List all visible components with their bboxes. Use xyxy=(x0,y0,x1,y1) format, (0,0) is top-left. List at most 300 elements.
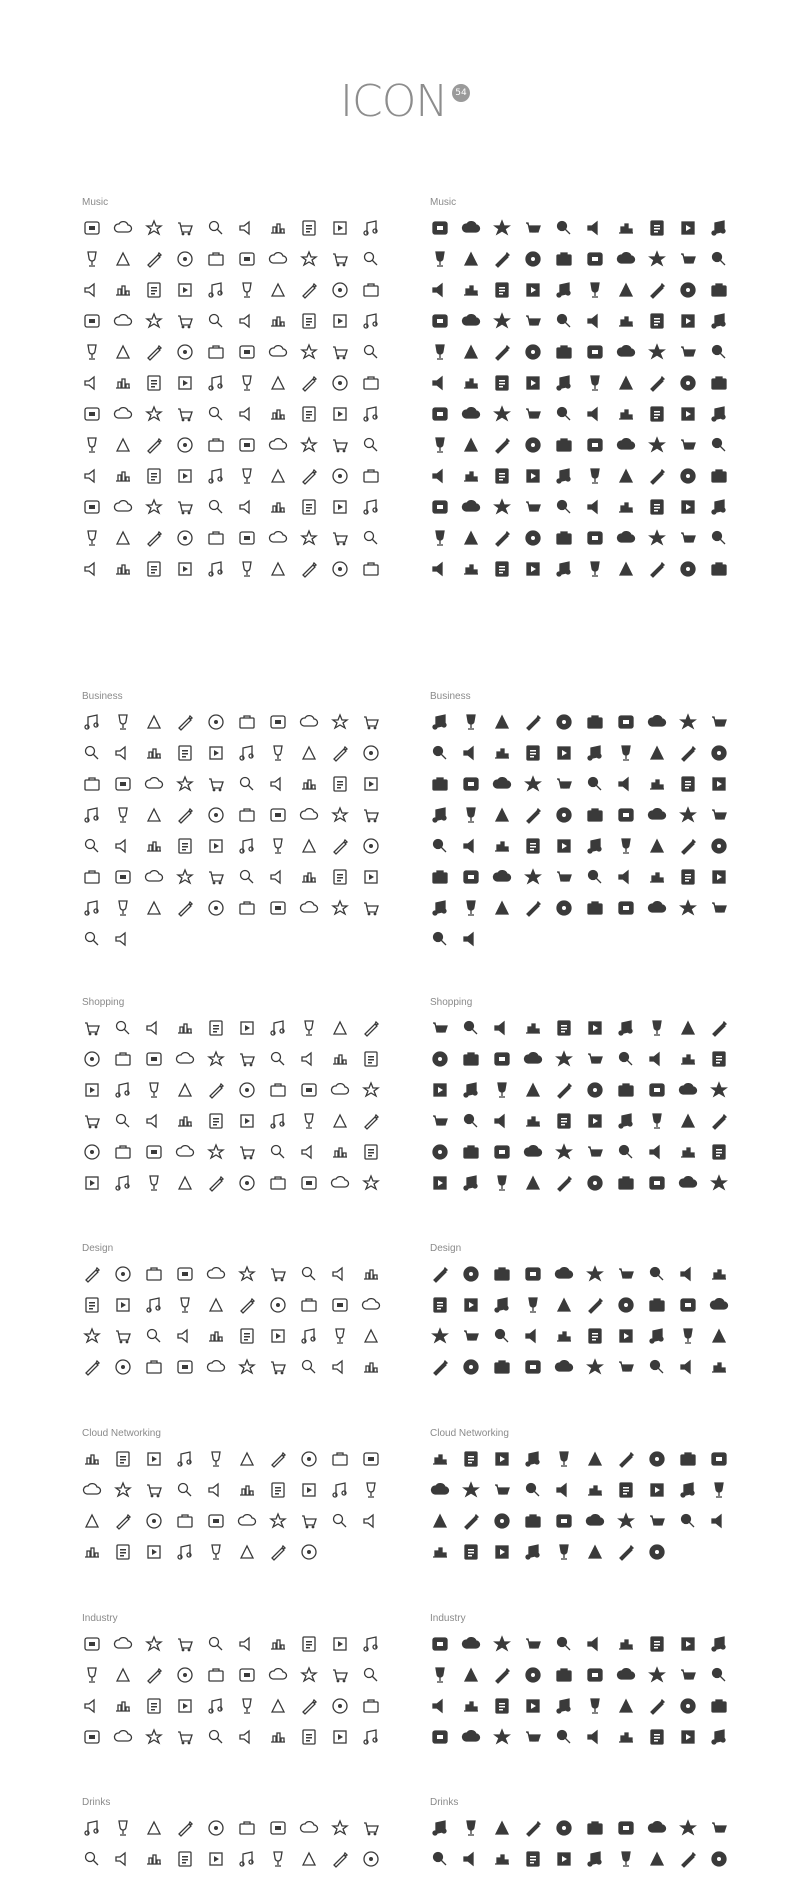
glyph-icon xyxy=(268,1018,288,1038)
glyph-icon xyxy=(554,342,574,362)
glyph-icon xyxy=(113,342,133,362)
glyph-icon xyxy=(113,1080,133,1100)
glyph-icon xyxy=(82,1727,102,1747)
glyph-icon xyxy=(647,1111,667,1131)
glyph-icon xyxy=(616,898,636,918)
glyph-icon xyxy=(113,1511,133,1531)
glyph-icon xyxy=(113,1142,133,1162)
glyph-icon xyxy=(616,528,636,548)
glyph-icon xyxy=(330,1264,350,1284)
glyph-icon xyxy=(678,435,698,455)
glyph-icon xyxy=(237,1018,257,1038)
glyph-icon xyxy=(113,373,133,393)
glyph-icon xyxy=(523,466,543,486)
glyph-icon xyxy=(554,867,574,887)
glyph-icon xyxy=(82,1080,102,1100)
icon-grid xyxy=(82,1018,402,1193)
glyph-icon xyxy=(616,1818,636,1838)
glyph-icon xyxy=(678,1727,698,1747)
glyph-icon xyxy=(361,1111,381,1131)
glyph-icon xyxy=(554,1480,574,1500)
glyph-icon xyxy=(554,1295,574,1315)
glyph-icon xyxy=(430,497,450,517)
glyph-icon xyxy=(709,743,729,763)
section-industry-solid xyxy=(430,1612,750,1747)
glyph-icon xyxy=(144,435,164,455)
glyph-icon xyxy=(647,1665,667,1685)
glyph-icon xyxy=(113,836,133,856)
glyph-icon xyxy=(709,712,729,732)
glyph-icon xyxy=(430,559,450,579)
icon-grid xyxy=(82,1449,402,1562)
glyph-icon xyxy=(330,1480,350,1500)
glyph-icon xyxy=(237,1264,257,1284)
glyph-icon xyxy=(585,1634,605,1654)
glyph-icon xyxy=(647,1634,667,1654)
glyph-icon xyxy=(206,1357,226,1377)
glyph-icon xyxy=(461,1696,481,1716)
glyph-icon xyxy=(268,342,288,362)
glyph-icon xyxy=(206,836,226,856)
glyph-icon xyxy=(647,1326,667,1346)
glyph-icon xyxy=(430,1818,450,1838)
glyph-icon xyxy=(175,1511,195,1531)
glyph-icon xyxy=(585,249,605,269)
glyph-icon xyxy=(144,1295,164,1315)
glyph-icon xyxy=(330,836,350,856)
glyph-icon xyxy=(330,373,350,393)
glyph-icon xyxy=(113,1049,133,1069)
glyph-icon xyxy=(361,497,381,517)
glyph-icon xyxy=(144,1665,164,1685)
glyph-icon xyxy=(523,805,543,825)
glyph-icon xyxy=(585,559,605,579)
glyph-icon xyxy=(82,712,102,732)
glyph-icon xyxy=(113,774,133,794)
glyph-icon xyxy=(616,712,636,732)
section-cloud-networking-solid xyxy=(430,1427,750,1562)
glyph-icon xyxy=(554,836,574,856)
glyph-icon xyxy=(82,1326,102,1346)
glyph-icon xyxy=(175,559,195,579)
glyph-icon xyxy=(492,1018,512,1038)
glyph-icon xyxy=(492,1696,512,1716)
glyph-icon xyxy=(647,1818,667,1838)
glyph-icon xyxy=(647,805,667,825)
glyph-icon xyxy=(361,836,381,856)
glyph-icon xyxy=(430,929,450,949)
glyph-icon xyxy=(554,1542,574,1562)
glyph-icon xyxy=(175,1696,195,1716)
glyph-icon xyxy=(523,1542,543,1562)
glyph-icon xyxy=(616,342,636,362)
glyph-icon xyxy=(206,1542,226,1562)
icon-grid xyxy=(430,712,750,949)
glyph-icon xyxy=(175,1357,195,1377)
glyph-icon xyxy=(330,528,350,548)
glyph-icon xyxy=(492,528,512,548)
glyph-icon xyxy=(175,1018,195,1038)
glyph-icon xyxy=(461,1049,481,1069)
glyph-icon xyxy=(430,528,450,548)
glyph-icon xyxy=(237,743,257,763)
glyph-icon xyxy=(461,1295,481,1315)
glyph-icon xyxy=(330,342,350,362)
glyph-icon xyxy=(616,774,636,794)
glyph-icon xyxy=(330,1295,350,1315)
glyph-icon xyxy=(299,559,319,579)
glyph-icon xyxy=(492,1665,512,1685)
glyph-icon xyxy=(616,249,636,269)
glyph-icon xyxy=(554,1696,574,1716)
glyph-icon xyxy=(206,867,226,887)
glyph-icon xyxy=(678,743,698,763)
glyph-icon xyxy=(299,867,319,887)
glyph-icon xyxy=(82,836,102,856)
glyph-icon xyxy=(268,1665,288,1685)
glyph-icon xyxy=(461,774,481,794)
glyph-icon xyxy=(113,218,133,238)
glyph-icon xyxy=(678,218,698,238)
glyph-icon xyxy=(113,249,133,269)
glyph-icon xyxy=(492,1326,512,1346)
glyph-icon xyxy=(113,466,133,486)
glyph-icon xyxy=(709,805,729,825)
glyph-icon xyxy=(647,311,667,331)
glyph-icon xyxy=(523,1080,543,1100)
glyph-icon xyxy=(678,497,698,517)
glyph-icon xyxy=(237,404,257,424)
glyph-icon xyxy=(554,1264,574,1284)
glyph-icon xyxy=(361,805,381,825)
glyph-icon xyxy=(361,373,381,393)
glyph-icon xyxy=(268,867,288,887)
glyph-icon xyxy=(175,743,195,763)
glyph-icon xyxy=(647,342,667,362)
glyph-icon xyxy=(299,1696,319,1716)
glyph-icon xyxy=(678,1696,698,1716)
glyph-icon xyxy=(678,1111,698,1131)
glyph-icon xyxy=(113,1264,133,1284)
glyph-icon xyxy=(268,528,288,548)
glyph-icon xyxy=(144,1049,164,1069)
glyph-icon xyxy=(361,743,381,763)
glyph-icon xyxy=(113,435,133,455)
glyph-icon xyxy=(237,898,257,918)
glyph-icon xyxy=(616,497,636,517)
section-business-solid xyxy=(430,690,750,949)
glyph-icon xyxy=(616,1049,636,1069)
glyph-icon xyxy=(113,497,133,517)
glyph-icon xyxy=(461,1849,481,1869)
glyph-icon xyxy=(554,373,574,393)
glyph-icon xyxy=(492,342,512,362)
glyph-icon xyxy=(554,1049,574,1069)
glyph-icon xyxy=(113,1727,133,1747)
glyph-icon xyxy=(492,1295,512,1315)
glyph-icon xyxy=(709,1849,729,1869)
glyph-icon xyxy=(206,404,226,424)
glyph-icon xyxy=(206,1818,226,1838)
glyph-icon xyxy=(616,836,636,856)
glyph-icon xyxy=(430,898,450,918)
glyph-icon xyxy=(299,497,319,517)
glyph-icon xyxy=(268,249,288,269)
glyph-icon xyxy=(461,249,481,269)
glyph-icon xyxy=(678,1357,698,1377)
glyph-icon xyxy=(113,311,133,331)
glyph-icon xyxy=(144,743,164,763)
glyph-icon xyxy=(523,1849,543,1869)
glyph-icon xyxy=(678,1080,698,1100)
glyph-icon xyxy=(82,1111,102,1131)
glyph-icon xyxy=(330,280,350,300)
glyph-icon xyxy=(361,466,381,486)
glyph-icon xyxy=(361,898,381,918)
glyph-icon xyxy=(361,218,381,238)
glyph-icon xyxy=(492,1080,512,1100)
glyph-icon xyxy=(709,311,729,331)
glyph-icon xyxy=(492,1634,512,1654)
glyph-icon xyxy=(113,1665,133,1685)
glyph-icon xyxy=(492,280,512,300)
glyph-icon xyxy=(554,311,574,331)
glyph-icon xyxy=(523,497,543,517)
glyph-icon xyxy=(647,867,667,887)
glyph-icon xyxy=(523,898,543,918)
glyph-icon xyxy=(206,1480,226,1500)
glyph-icon xyxy=(144,342,164,362)
glyph-icon xyxy=(175,1818,195,1838)
glyph-icon xyxy=(616,1480,636,1500)
glyph-icon xyxy=(492,898,512,918)
glyph-icon xyxy=(299,836,319,856)
glyph-icon xyxy=(330,743,350,763)
glyph-icon xyxy=(206,373,226,393)
glyph-icon xyxy=(616,743,636,763)
section-title: Industry xyxy=(430,1613,466,1624)
glyph-icon xyxy=(82,311,102,331)
glyph-icon xyxy=(461,1111,481,1131)
glyph-icon xyxy=(268,1818,288,1838)
glyph-icon xyxy=(709,528,729,548)
glyph-icon xyxy=(268,1142,288,1162)
glyph-icon xyxy=(330,1326,350,1346)
glyph-icon xyxy=(361,404,381,424)
glyph-icon xyxy=(144,1727,164,1747)
glyph-icon xyxy=(523,1511,543,1531)
glyph-icon xyxy=(647,743,667,763)
glyph-icon xyxy=(492,1511,512,1531)
glyph-icon xyxy=(430,1449,450,1469)
glyph-icon xyxy=(330,712,350,732)
glyph-icon xyxy=(430,1542,450,1562)
section-drinks-solid xyxy=(430,1796,750,1869)
glyph-icon xyxy=(709,1480,729,1500)
glyph-icon xyxy=(299,743,319,763)
section-title: Drinks xyxy=(82,1797,111,1808)
glyph-icon xyxy=(206,311,226,331)
glyph-icon xyxy=(709,1727,729,1747)
glyph-icon xyxy=(585,1080,605,1100)
glyph-icon xyxy=(361,528,381,548)
glyph-icon xyxy=(554,712,574,732)
glyph-icon xyxy=(144,1511,164,1531)
glyph-icon xyxy=(144,528,164,548)
glyph-icon xyxy=(82,1542,102,1562)
glyph-icon xyxy=(616,1511,636,1531)
glyph-icon xyxy=(709,1142,729,1162)
section-title: Music xyxy=(430,197,457,208)
glyph-icon xyxy=(237,836,257,856)
glyph-icon xyxy=(361,1295,381,1315)
glyph-icon xyxy=(554,1142,574,1162)
glyph-icon xyxy=(206,1111,226,1131)
section-title: Industry xyxy=(82,1613,118,1624)
glyph-icon xyxy=(268,1080,288,1100)
glyph-icon xyxy=(554,466,574,486)
glyph-icon xyxy=(82,1049,102,1069)
glyph-icon xyxy=(361,1018,381,1038)
icon-grid xyxy=(430,218,750,579)
glyph-icon xyxy=(492,559,512,579)
glyph-icon xyxy=(616,1142,636,1162)
glyph-icon xyxy=(709,898,729,918)
glyph-icon xyxy=(585,1449,605,1469)
glyph-icon xyxy=(461,218,481,238)
glyph-icon xyxy=(554,1173,574,1193)
icon-grid xyxy=(82,218,402,579)
glyph-icon xyxy=(237,1111,257,1131)
glyph-icon xyxy=(361,435,381,455)
glyph-icon xyxy=(268,311,288,331)
glyph-icon xyxy=(237,1173,257,1193)
glyph-icon xyxy=(647,466,667,486)
glyph-icon xyxy=(144,466,164,486)
glyph-icon xyxy=(492,373,512,393)
glyph-icon xyxy=(430,1727,450,1747)
icon-grid xyxy=(430,1264,750,1377)
glyph-icon xyxy=(113,1818,133,1838)
glyph-icon xyxy=(492,774,512,794)
glyph-icon xyxy=(268,1049,288,1069)
glyph-icon xyxy=(678,1849,698,1869)
section-title: Shopping xyxy=(430,997,473,1008)
glyph-icon xyxy=(647,1480,667,1500)
glyph-icon xyxy=(523,528,543,548)
glyph-icon xyxy=(709,1264,729,1284)
glyph-icon xyxy=(330,898,350,918)
glyph-icon xyxy=(647,774,667,794)
glyph-icon xyxy=(709,1080,729,1100)
glyph-icon xyxy=(461,1634,481,1654)
glyph-icon xyxy=(461,1480,481,1500)
glyph-icon xyxy=(144,1111,164,1131)
glyph-icon xyxy=(647,1449,667,1469)
glyph-icon xyxy=(113,1634,133,1654)
glyph-icon xyxy=(585,497,605,517)
glyph-icon xyxy=(523,1295,543,1315)
glyph-icon xyxy=(82,342,102,362)
glyph-icon xyxy=(82,1264,102,1284)
glyph-icon xyxy=(144,1696,164,1716)
glyph-icon xyxy=(175,836,195,856)
glyph-icon xyxy=(554,1018,574,1038)
glyph-icon xyxy=(430,1511,450,1531)
glyph-icon xyxy=(616,1727,636,1747)
glyph-icon xyxy=(523,1142,543,1162)
glyph-icon xyxy=(616,1542,636,1562)
glyph-icon xyxy=(144,373,164,393)
glyph-icon xyxy=(492,497,512,517)
glyph-icon xyxy=(461,929,481,949)
glyph-icon xyxy=(175,898,195,918)
glyph-icon xyxy=(113,929,133,949)
glyph-icon xyxy=(268,559,288,579)
glyph-icon xyxy=(554,559,574,579)
glyph-icon xyxy=(299,1049,319,1069)
glyph-icon xyxy=(268,1264,288,1284)
glyph-icon xyxy=(268,774,288,794)
glyph-icon xyxy=(237,774,257,794)
glyph-icon xyxy=(175,805,195,825)
glyph-icon xyxy=(678,1264,698,1284)
glyph-icon xyxy=(678,1049,698,1069)
glyph-icon xyxy=(144,774,164,794)
glyph-icon xyxy=(82,528,102,548)
glyph-icon xyxy=(175,867,195,887)
glyph-icon xyxy=(299,1449,319,1469)
glyph-icon xyxy=(268,373,288,393)
glyph-icon xyxy=(554,1326,574,1346)
glyph-icon xyxy=(144,1634,164,1654)
glyph-icon xyxy=(709,774,729,794)
glyph-icon xyxy=(268,1480,288,1500)
glyph-icon xyxy=(144,249,164,269)
glyph-icon xyxy=(709,1511,729,1531)
glyph-icon xyxy=(206,1080,226,1100)
glyph-icon xyxy=(585,712,605,732)
glyph-icon xyxy=(461,1542,481,1562)
glyph-icon xyxy=(554,528,574,548)
glyph-icon xyxy=(113,1295,133,1315)
glyph-icon xyxy=(299,1326,319,1346)
glyph-icon xyxy=(585,1542,605,1562)
glyph-icon xyxy=(330,404,350,424)
glyph-icon xyxy=(175,1111,195,1131)
glyph-icon xyxy=(361,249,381,269)
glyph-icon xyxy=(616,1449,636,1469)
glyph-icon xyxy=(678,373,698,393)
glyph-icon xyxy=(709,218,729,238)
glyph-icon xyxy=(175,1542,195,1562)
glyph-icon xyxy=(237,311,257,331)
icon-grid xyxy=(430,1634,750,1747)
glyph-icon xyxy=(144,805,164,825)
glyph-icon xyxy=(430,342,450,362)
glyph-icon xyxy=(554,898,574,918)
glyph-icon xyxy=(616,1849,636,1869)
glyph-icon xyxy=(554,1818,574,1838)
glyph-icon xyxy=(647,404,667,424)
glyph-icon xyxy=(237,1142,257,1162)
glyph-icon xyxy=(299,1264,319,1284)
glyph-icon xyxy=(647,712,667,732)
glyph-icon xyxy=(175,249,195,269)
glyph-icon xyxy=(206,559,226,579)
glyph-icon xyxy=(237,559,257,579)
glyph-icon xyxy=(430,404,450,424)
